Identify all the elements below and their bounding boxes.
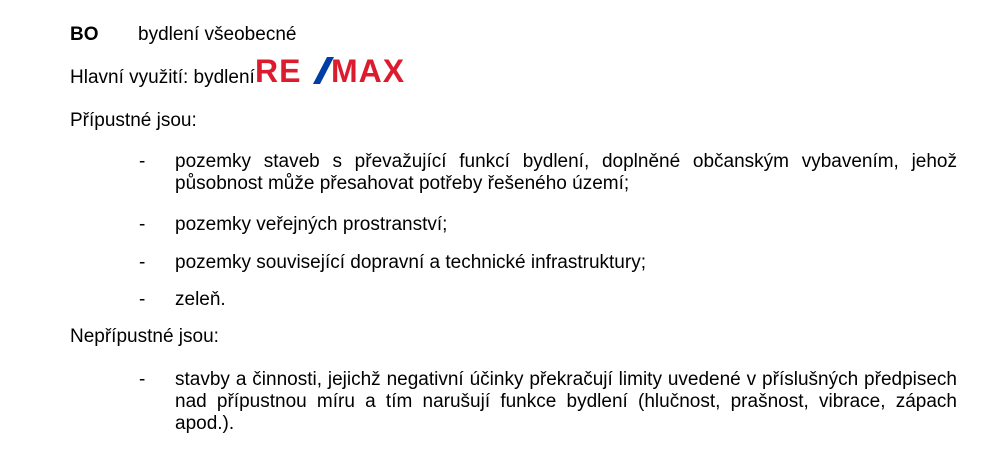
disallowed-label: Nepřípustné jsou: <box>70 326 219 347</box>
allowed-item-text: pozemky staveb s převažující funkcí bydlení, doplněné občanským vybavením, jehož působnost může přesahovat potřeby řešeného území; <box>175 151 957 194</box>
allowed-list-item <box>139 289 957 311</box>
bullet-dash: - <box>139 289 146 310</box>
svg-text:RE: RE <box>255 55 302 85</box>
bullet-dash: - <box>139 151 146 172</box>
allowed-item-text: pozemky veřejných prostranství; <box>175 214 448 235</box>
allowed-list-item <box>139 252 957 274</box>
zone-code: BO <box>70 24 99 45</box>
bullet-dash: - <box>139 252 146 273</box>
bullet-dash: - <box>139 214 146 235</box>
allowed-label: Přípustné jsou: <box>70 110 197 131</box>
allowed-item-text: zeleň. <box>175 289 226 310</box>
main-use-line: Hlavní využití: bydlení <box>70 67 255 88</box>
remax-logo <box>255 55 413 85</box>
zone-title: bydlení všeobecné <box>138 24 297 45</box>
allowed-list-item <box>139 151 957 195</box>
zone-heading <box>70 24 296 46</box>
disallowed-list-item <box>139 369 957 435</box>
allowed-list-item <box>139 214 957 236</box>
remax-logo-graphic <box>255 55 413 85</box>
disallowed-item-text: stavby a činnosti, jejichž negativní účinky překračují limity uvedené v příslušných předpisech nad přípustnou míru a tím narušují funkce bydlení (hlučnost, prašnost, vibrace, zápach apod.). <box>175 369 957 434</box>
bullet-dash: - <box>139 369 146 390</box>
svg-text:MAX: MAX <box>331 55 406 85</box>
allowed-item-text: pozemky související dopravní a technické infrastruktury; <box>175 252 646 273</box>
